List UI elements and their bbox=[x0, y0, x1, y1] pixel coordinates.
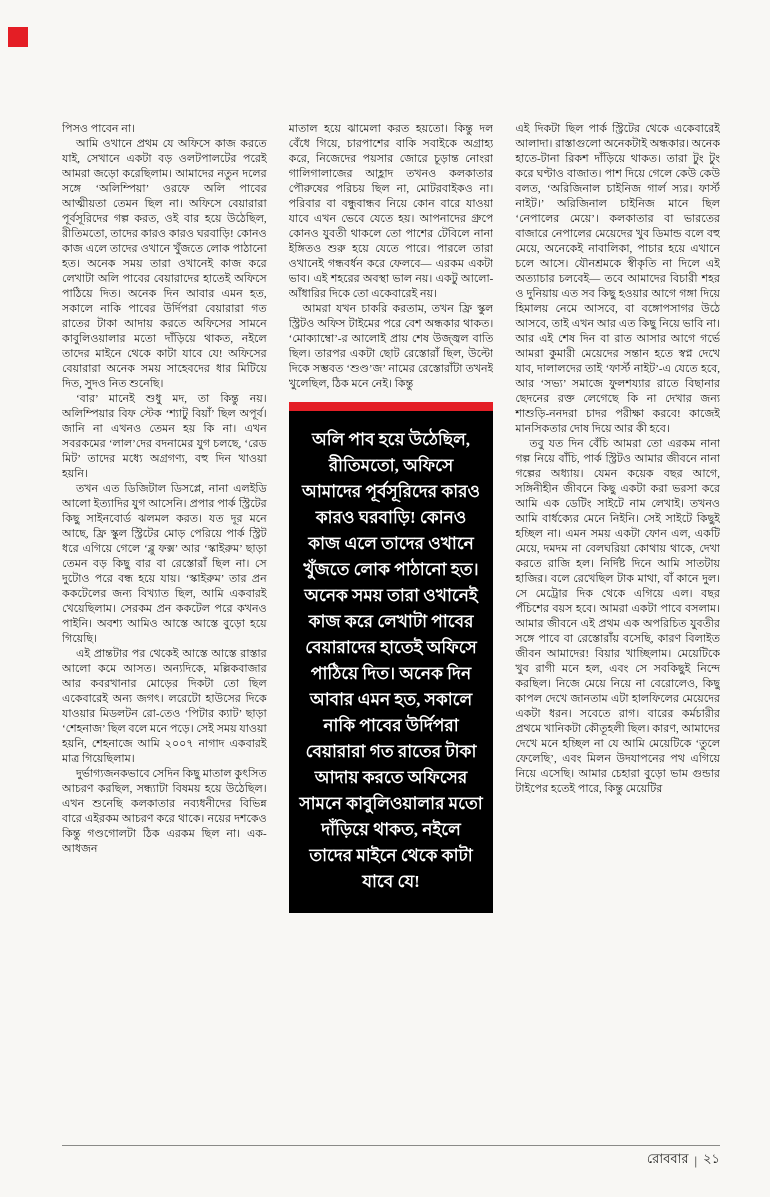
body-paragraph: আমরা যখন চাকরি করতাম, তখন ফ্রি স্কুল স্ট্রিটও অফিস টাইমের পরে বেশ অন্ধকার থাকত। ‘মোক্যাম্বো’-র আলোই প্রায় শেষ উজ্জ্বল বাতি ছিল। তারপর একটা ছোট রেস্তোরাঁ ছিল, উল্টো দিকে সম্ভবত ‘শুণ্ড’জ’ নামের রেস্তোরাঁটা তখনই খুলেছিল, ঠিক মনে নেই। কিন্তু bbox=[288, 303, 494, 390]
body-paragraph: এই প্রান্তটার পর থেকেই আস্তে আস্তে রাস্তার আলো কমে আসত। অন্যদিকে, মল্লিকবাজার আর কবরখানার মোড়ের দিকটা তো ছিল একেবারেই অন্য জগৎ। লরেটো হাউসের দিকে যাওয়ার মিডলটন রো-তেও ‘পিটার ক্যাট’ ছাড়া ‘শেহনাজ’ ছিল বলে মনে পড়ে। সেই সময় যাওয়া হয়নি, শেহনাজে আমি ২০০৭ নাগাদ একবারই মাত্র গিয়েছিলাম। bbox=[62, 648, 267, 765]
article-column-1 bbox=[62, 122, 267, 1126]
pullquote-text: অলি পাব হয়ে উঠেছিল, রীতিমতো, অফিসে আমাদের পূর্বসূরিদের কারও কারও ঘরবাড়ি! কোনও কাজ এলে তাদের ওখানে খুঁজতে লোক পাঠানো হত। অনেক সময় তারা ওখানেই কাজ করে লেখাটা পাবের বেয়ারাদের হাতেই অফিসে পাঠিয়ে দিত। অনেক দিন আবার এমন হত, সকালে নাকি পাবের উর্দিপরা বেয়ারারা গত রাতের টাকা আদায় করতে অফিসের সামনে কাবুলিওয়ালার মতো দাঁড়িয়ে থাকত, নইলে তাদের মাইনে থেকে কাটা যাবে যে! bbox=[299, 430, 483, 891]
article-body bbox=[62, 122, 720, 1126]
body-paragraph: ‘বার’ মানেই শুধু মদ, তা কিন্তু নয়। অলিম্পিয়ার বিফ স্টেক ‘শ্যাটু বিয়াঁ’ ছিল অপূর্ব। জানি না এখনও তেমন হয় কি না। এখন সবরকমের ‘লাল’দের বদনামের যুগ চলছে, ‘রেড মিট’ তাদের মধ্যে অগ্রগণ্য, বহু দিন খাওয়া হয়নি। bbox=[62, 393, 267, 480]
footer-page-number: ২১ bbox=[703, 1151, 720, 1166]
article-column-3 bbox=[515, 122, 720, 1126]
body-paragraph: তবু যত দিন বেঁচি আমরা তো এরকম নানা গল্প নিয়ে বাঁচি, পার্ক স্ট্রিটও আমার জীবনে নানা গল্পের অধ্যায়। যেমন কয়েক বছর আগে, সঙ্গিনীহীন জীবনে কিছু একটা করা ভরসা করে আমি এক ডেটিং সাইটে নাম লেখাই। তখনও আমি বার্ধক্যের মেনে নিইনি। সেই সাইটে কিছুই হচ্ছিল না। এমন সময় একটা ফোন এল, একটি মেয়ে, দমদম না বেলঘরিয়া কোথায় থাকে, দেখা করতে রাজি হল। নির্দিষ্ট দিনে আমি সাতটায় হাজির। বলে রেখেছিল টাক মাথা, বাঁ কানে দুল। সে মেট্রোর দিক থেকে এগিয়ে এল। বছর পঁচিশের বয়স হবে। আমরা একটা পাবে বসলাম। আমার জীবনে এই প্রথম এক অপরিচিত যুবতীর সঙ্গে পাবে বা রেস্তোরাঁয় বসেছি, কারণ বিলাইত জীবন আমাদের! বিয়ার খাচ্ছিলাম। মেয়েটিকে খুব রাগী মনে হল, এবং সে সবকিছুই নিন্দে করছিল। নিজে মেয়ে নিয়ে না বেরোলেও, কিছু কাপল দেখে জানতাম এটা হালফিলের মেয়েদের একটা ধরন। সবেতে রাগ। বারের কর্মচারীর প্রথমে খানিকটা কৌতূহলী ছিল। কারণ, আমাদের দেখে মনে হচ্ছিল না যে আমি মেয়েটিকে ‘তুলে ফেলেছি’, এবং মিলন উদযাপনের পথ এগিয়ে নিয়ে এসেছি। আমার চেহারা বুড়ো ভাম গুন্ডার টাইপের হতেই পারে, কিন্তু মেয়েটির bbox=[515, 438, 720, 795]
body-paragraph: দুর্ভাগ্যজনকভাবে সেদিন কিছু মাতাল কুৎসিত আচরণ করছিল, সন্ধ্যাটা বিষময় হয়ে উঠেছিল। এখন শুনেছি কলকাতার নব্যধনীদের বিভিন্ন বারে এইরকম আচরণ করে থাকে। নয়ের দশকেও কিন্তু গণ্ডগোলটা ঠিক এরকম ছিল না। এক-আধজন bbox=[62, 768, 267, 855]
red-corner-marker bbox=[8, 27, 28, 47]
body-paragraph: আমি ওখানে প্রথম যে অফিসে কাজ করতে যাই, সেখানে একটা বড় ওলটপালটের পরেই আমরা জড়ো করেছিলাম। আমাদের নতুন দলের সঙ্গে ‘অলিম্পিয়া’ ওরফে অলি পাবের আত্মীয়তা তেমন ছিল না। অফিসে বেয়ারারা পূর্বসূরিদের গল্প করত, ওই বার হয়ে উঠেছিল, রীতিমতো, তাদের কারও কারও ঘরবাড়ি! কোনও কাজ এলে তাদের ওখানে খুঁজতে লোক পাঠানো হত। অনেক সময় তারা ওখানেই কাজ করে লেখাটা অলি পাবের বেয়ারাদের হাতেই অফিসে পাঠিয়ে দিত। অনেক দিন আবার এমন হত, সকালে নাকি পাবের উর্দিপরা বেয়ারারা গত রাতের টাকা আদায় করতে অফিসের সামনে কাবুলিওয়ালার মতো দাঁড়িয়ে থাকত, নইলে তাদের মাইনে থেকে কাটা যাবে যে! অফিসের বেয়ারারা অনেক সময় সাহেবদের ধার মিটিয়ে দিত, সুদও নিত শুনেছি। bbox=[62, 138, 267, 390]
footer-rule bbox=[62, 1145, 720, 1146]
pullquote-box bbox=[289, 402, 494, 913]
article-column-2 bbox=[289, 122, 494, 1126]
footer-separator: | bbox=[694, 1152, 698, 1168]
page-footer bbox=[62, 1145, 720, 1171]
body-paragraph: তখন এত ডিজিটাল ডিসপ্লে, নানা এলইডি আলো ইত্যাদির যুগ আসেনি। প্রপার পার্ক স্ট্রিটের কিছু সাইনবোর্ড ঝলমল করত। যত দূর মনে আছে, ফ্রি স্কুল স্ট্রিটের মোড় পেরিয়ে পার্ক স্ট্রিট ধরে এগিয়ে গেলে ‘ব্লু ফক্স’ আর ‘স্কাইরুম’ ছাড়া তেমন বড় কিছু বার বা রেস্তোরাঁ ছিল না। সে দুটোও পরে বন্ধ হয়ে যায়। ‘স্কাইরুম’ তার প্রন ককটেলের জন্য বিখ্যাত ছিল, আমি একবারই খেয়েছিলাম। সেরকম প্রন ককটেল পরে কখনও পাইনি। অবশ্য আমিও আস্তে আস্তে বুড়ো হয়ে গিয়েছি। bbox=[62, 483, 267, 645]
footer-magazine-title: রোববার bbox=[646, 1151, 689, 1166]
body-paragraph: মাতাল হয়ে ঝামেলা করত হয়তো। কিন্তু দল বেঁধে গিয়ে, চারপাশের বাকি সবাইকে অগ্রাহ্য করে, নিজেদের পয়সার জোরে চূড়ান্ত নোংরা গালিগালাজের আহ্লাদ তখনও কলকাতার পৌরুষের পরিচয় ছিল না, মোটরবাইকও না। পরিবার বা বন্ধুবান্ধব নিয়ে কোন বারে যাওয়া যাবে এখন ভেবে যেতে হয়। আপনাদের গ্রুপে কোনও যুবতী থাকলে তো পাশের টেবিলে নানা ইঙ্গিতও শুরু হয়ে যেতে পারে। পারলে তারা ওখানেই গন্ধবর্ধন করে ফেলবে— এরকম একটা ভাব। এই শহরের অবস্থা ভাল নয়। একটু আলো-আঁধারির দিকে তো একেবারেই নয়। bbox=[288, 123, 494, 300]
body-paragraph: এই দিকটা ছিল পার্ক স্ট্রিটের থেকে একেবারেই আলাদা। রাস্তাগুলো অনেকটাই অন্ধকার। অনেক হাতে-টানা রিকশ দাঁড়িয়ে থাকত। তারা টুং টুং করে ঘণ্টাও বাজাত। পাশ দিয়ে গেলে কেউ কেউ বলত, ‘অরিজিনাল চাইনিজ গার্ল স্যর। ফার্স্ট নাইট।’ অরিজিনাল চাইনিজ মানে ছিল ‘নেপালের মেয়ে’। কলকাতার বা ভারতের বাজারে নেপালের মেয়েদের খুব ডিমান্ড বলে বহু মেয়ে, অনেকেই নাবালিকা, পাচার হয়ে এখানে চলে আসে। যৌনশ্রমকে স্বীকৃতি না দিলে এই অত্যাচার চলবেই— তবে আমাদের বিচারী শহর ও দুনিয়ায় এত সব কিছু হওয়ার আগে গঙ্গা দিয়ে হিমালয় নেমে আসবে, বা বঙ্গোপসাগর উঠে আসবে, তাই এখন আর এত কিছু নিয়ে ভাবি না। আর এই শেষ দিন বা রাত আসার আগে গর্ভে আমরা কুমারী মেয়েদের সন্তান হতে স্বপ্ন দেখে যাব, দালালদের তাই ‘ফার্স্ট নাইট’-এ যেতে হবে, আর ‘সভ্য’ সমাজে ফুলশয্যার রাতে বিছানার ছেদনের রক্ত লেগেছে কি না দেখার জন্য শাশুড়ি-ননদরা চাদর পরীক্ষা করবে! কাজেই মানসিকতার দোষ দিয়ে আর কী হবে। bbox=[515, 123, 720, 435]
body-paragraph: পিসও পাবেন না। bbox=[62, 123, 135, 135]
